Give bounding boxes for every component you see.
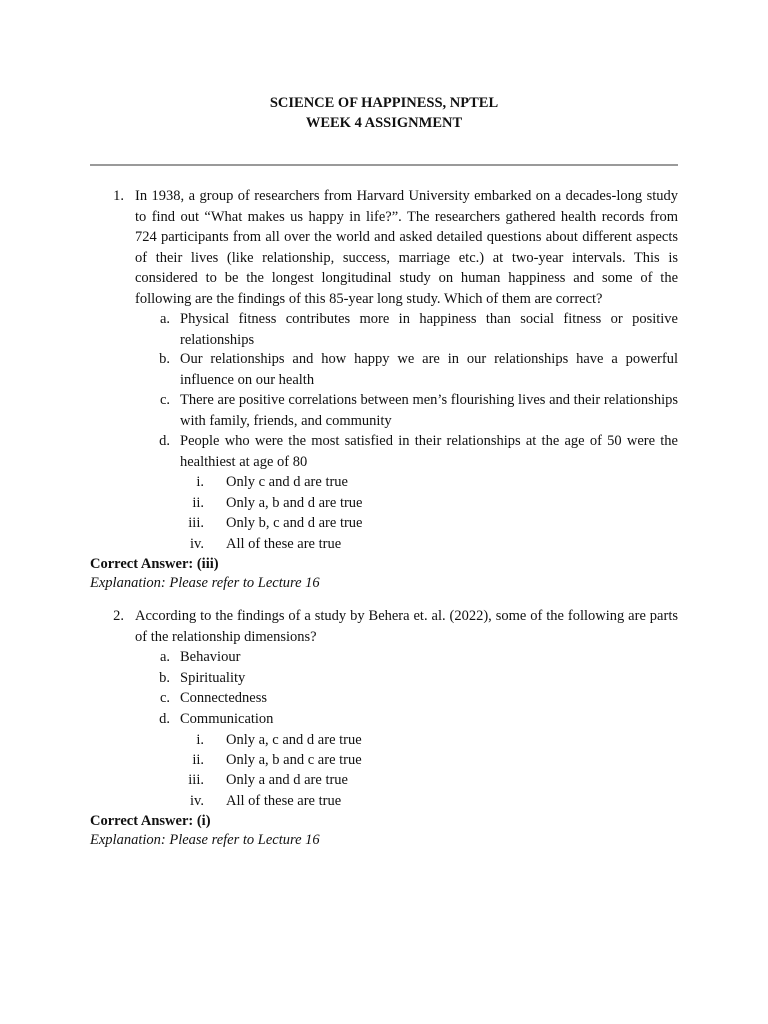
question-text: According to the findings of a study by Behera et. al. (2022), some of the following are parts of the relationship dimensions? bbox=[135, 608, 678, 645]
correct-answer: Correct Answer: (iii) bbox=[90, 556, 219, 572]
option-text: Behaviour bbox=[180, 649, 241, 665]
choice-text: Only a and d are true bbox=[226, 772, 348, 788]
option-text: Our relationships and how happy we are in our relationships have a powerful influence on our health bbox=[180, 351, 678, 388]
explanation: Explanation: Please refer to Lecture 16 bbox=[90, 832, 320, 848]
document-subtitle: WEEK 4 ASSIGNMENT bbox=[305, 115, 463, 131]
choice-text: Only a, c and d are true bbox=[226, 732, 362, 748]
choice-text: All of these are true bbox=[226, 793, 342, 809]
choice-numeral: iii. bbox=[188, 515, 204, 531]
document-title: SCIENCE OF HAPPINESS, NPTEL bbox=[269, 95, 499, 111]
header-divider bbox=[90, 164, 678, 166]
option-text: There are positive correlations between men’s flourishing lives and their relationships with family, friends, and community bbox=[180, 392, 678, 429]
choice-numeral: ii. bbox=[192, 495, 204, 511]
question-number: 2. bbox=[113, 608, 124, 624]
option-letter: a. bbox=[159, 649, 170, 665]
option-letter: b. bbox=[159, 351, 170, 367]
choice-numeral: ii. bbox=[192, 752, 204, 768]
explanation: Explanation: Please refer to Lecture 16 bbox=[90, 575, 320, 591]
choice-numeral: i. bbox=[196, 732, 204, 748]
question-text: In 1938, a group of researchers from Harvard University embarked on a decades-long study to find out “What makes us happy in life?”. The researchers gathered health records from 724 participants from all over the world and asked detailed questions about different aspects of their lives (like relationship, success, marriage etc.) at two-year intervals. This is considered to be the longest longitudinal study on human happiness and some of the following are the findings of this 85-year long study. Which of them are correct? bbox=[135, 188, 678, 307]
choice-text: Only b, c and d are true bbox=[226, 515, 363, 531]
option-letter: b. bbox=[159, 670, 170, 686]
option-letter: c. bbox=[159, 392, 170, 408]
correct-answer: Correct Answer: (i) bbox=[90, 813, 211, 829]
choice-text: Only a, b and c are true bbox=[226, 752, 362, 768]
choice-numeral: i. bbox=[196, 474, 204, 490]
question-number: 1. bbox=[113, 188, 124, 204]
option-letter: c. bbox=[159, 690, 170, 706]
option-letter: d. bbox=[159, 711, 170, 727]
option-text: Connectedness bbox=[180, 690, 267, 706]
choice-numeral: iv. bbox=[190, 793, 204, 809]
choice-text: Only a, b and d are true bbox=[226, 495, 363, 511]
option-letter: d. bbox=[159, 433, 170, 449]
choice-numeral: iv. bbox=[190, 536, 204, 552]
choice-text: All of these are true bbox=[226, 536, 342, 552]
choice-numeral: iii. bbox=[188, 772, 204, 788]
option-text: People who were the most satisfied in their relationships at the age of 50 were the healthiest at age of 80 bbox=[180, 433, 678, 470]
option-text: Spirituality bbox=[180, 670, 246, 686]
option-text: Physical fitness contributes more in happiness than social fitness or positive relationships bbox=[180, 311, 678, 348]
option-letter: a. bbox=[159, 311, 170, 327]
choice-text: Only c and d are true bbox=[226, 474, 348, 490]
option-text: Communication bbox=[180, 711, 274, 727]
